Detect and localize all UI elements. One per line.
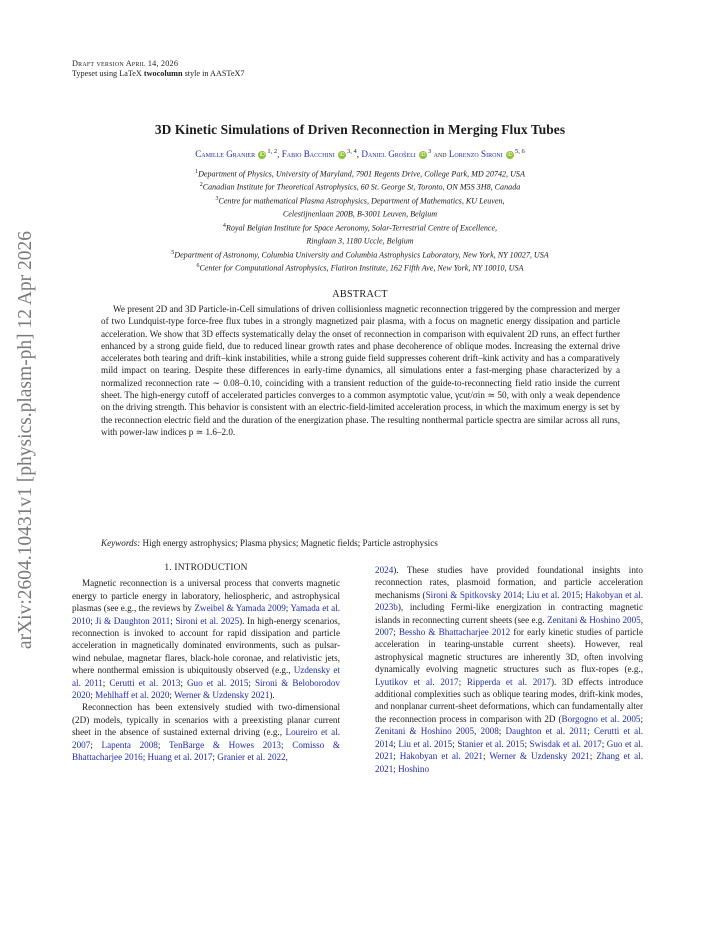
page-header: [72, 59, 245, 79]
arxiv-sidebar: [12, 205, 40, 675]
citation-link[interactable]: Hakobyan et al. 2021: [399, 751, 483, 762]
citation-link[interactable]: Hoshino: [398, 763, 430, 774]
citation-link[interactable]: Borgogno et al. 2005: [561, 713, 641, 724]
affiliation: Celestijnenlaan 200B, B-3001 Leuven, Belgium: [282, 210, 438, 220]
citation-link[interactable]: Swisdak et al. 2017: [529, 738, 602, 749]
affiliation: $^3$Centre for mathematical Plasma Astrophysics, Department of Mathematics, KU Leuven,: [215, 195, 505, 206]
citation-link[interactable]: Granier et al. 2022,: [217, 752, 288, 763]
orcid-icon[interactable]: iD: [259, 152, 265, 159]
citation-link[interactable]: Hakobyan et al. 2023b: [375, 589, 643, 613]
orcid-icon[interactable]: iD: [507, 152, 513, 159]
citation-link[interactable]: Sironi et al. 2025: [175, 615, 240, 626]
affiliations: [60, 167, 660, 275]
keywords-label: Keywords:: [101, 538, 141, 548]
citation-link[interactable]: Cerutti et al. 2014: [375, 726, 644, 749]
citation-link[interactable]: Liu et al. 2015: [398, 738, 453, 749]
paragraph: Reconnection has been extensively studied with two-dimensional (2D) models, typically in scenarios with a preexisting planar current sheet in the absence of sustained external driving (e.g., Loureiro et al. 2007; Lapenta 2008; TenBarge & Howes 2013; Comisso & Bhattacharjee 2016; Huang et al. 2017; Granier et al. 2022,: [72, 702, 341, 763]
section-heading: 1. INTRODUCTION: [164, 563, 248, 573]
citation-link[interactable]: Stanier et al. 2015: [457, 738, 525, 749]
citation-link[interactable]: Guo et al. 2021: [375, 738, 643, 762]
affiliation: $^5$Department of Astronomy, Columbia University and Columbia Astrophysics Laboratory, New York, NY 10027, USA: [171, 249, 549, 260]
author-name[interactable]: Camille Granier: [195, 149, 256, 160]
citation-link[interactable]: 2007: [375, 627, 394, 638]
draft-version: Draft version April 14, 2026: [72, 59, 179, 68]
citation-link[interactable]: Yamada et al. 2010: [72, 603, 341, 626]
affiliation: $^6$Center for Computational Astrophysics, Flatiron Institute, 162 Fifth Ave, New York, NY 10010, USA: [196, 263, 524, 274]
author-name[interactable]: Lorenzo Sironi: [448, 149, 503, 160]
typeset-line: Typeset using LaTeX twocolumn style in AASTeX7: [72, 69, 245, 78]
citation-link[interactable]: Loureiro et al. 2007: [72, 727, 340, 750]
citation-link[interactable]: Ji & Daughton 2011: [95, 615, 171, 626]
affiliation: Ringlaan 3, 1180 Uccle, Belgium: [306, 237, 414, 247]
citation-link[interactable]: 2008: [480, 726, 499, 737]
paragraph: Magnetic reconnection is a universal process that converts magnetic energy to particle energy in laboratory, heliospheric, and astrophysical plasmas (see e.g., the reviews by Zweibel & Yamada 2009; Yamada et al. 2010; Ji & Daughton 2011; Sironi et al. 2025). In high-energy scenarios, reconnection is invoked to account for rapid dissipation and particle acceleration in magnetically dominated environments, such as pulsar-wind nebulae, magnetar flares, black-hole coronae, and relativistic jets, where nonthermal emission is ubiquitously observed (e.g., Uzdensky et al. 2011; Cerutti et al. 2013; Guo et al. 2015; Sironi & Beloborodov 2020; Mehlhaff et al. 2020; Werner & Uzdensky 2021).: [72, 578, 341, 701]
citation-link[interactable]: Lapenta 2008: [101, 739, 158, 750]
arxiv-identifier: arXiv:2604.10431v1 [physics.plasm-ph] 12 Apr 2026: [15, 230, 37, 650]
citation-link[interactable]: Mehlhaff et al. 2020: [95, 690, 170, 701]
paragraph: 2024). These studies have provided foundational insights into reconnection rates, plasmoid formation, and particle acceleration mechanisms (Sironi & Spitkovsky 2014; Liu et al. 2015; Hakobyan et al. 2023b), including Fermi-like energization in contracting magnetic islands in reconnecting current sheets (see e.g. Zenitani & Hoshino 2005, 2007; Bessho & Bhattacharjee 2012 for early kinetic studies of particle acceleration in tearing-unstable current sheets). However, real astrophysical magnetic structures are inherently 3D, often involving dynamically evolving magnetic structures such as flux-ropes (e.g., Lyutikov et al. 2017; Ripperda et al. 2017). 3D effects introduce additional complexities such as oblique tearing modes, drift-kink modes, and nonplanar current-sheet deformations, which can fundamentally alter the reconnection process in comparison with 2D (Borgogno et al. 2005; Zenitani & Hoshino 2005, 2008; Daughton et al. 2011; Cerutti et al. 2014; Liu et al. 2015; Stanier et al. 2015; Swisdak et al. 2017; Guo et al. 2021; Hakobyan et al. 2021; Werner & Uzdensky 2021; Zhang et al. 2021; Hoshino: [375, 565, 644, 774]
citation-link[interactable]: Liu et al. 2015: [526, 589, 581, 600]
citation-link[interactable]: Lyutikov et al. 2017: [375, 676, 459, 687]
author-name[interactable]: Fabio Bacchini: [281, 149, 335, 160]
citation-link[interactable]: Uzdensky et al. 2011: [72, 665, 340, 688]
citation-link[interactable]: Werner & Uzdensky 2021: [174, 690, 270, 701]
citation-link[interactable]: 2024: [375, 565, 394, 575]
citation-link[interactable]: Werner & Uzdensky 2021: [489, 751, 590, 762]
citation-link[interactable]: Zenitani & Hoshino 2005: [375, 726, 475, 737]
citation-link[interactable]: Sironi & Spitkovsky 2014: [425, 589, 522, 600]
citation-link[interactable]: TenBarge & Howes 2013: [168, 739, 281, 750]
citation-link[interactable]: Sironi & Beloborodov 2020: [72, 677, 340, 701]
latex-logo: LaTeX: [119, 69, 142, 78]
author-and: and: [433, 149, 447, 160]
affiliation: $^2$Canadian Institute for Theoretical Astrophysics, 60 St. George St, Toronto, ON M5S 3H8, Canada: [199, 182, 521, 193]
citation-link[interactable]: Cerutti et al. 2013: [109, 677, 181, 688]
citation-link[interactable]: Bessho & Bhattacharjee 2012: [398, 627, 511, 638]
orcid-icon[interactable]: iD: [420, 152, 426, 159]
paper-title: 3D Kinetic Simulations of Driven Reconnection in Merging Flux Tubes: [154, 122, 566, 137]
affiliation: $^1$Department of Physics, University of Maryland, 7901 Regents Drive, College Park, MD 20742, USA: [195, 169, 525, 179]
affiliation: $^4$Royal Belgian Institute for Space Aeronomy, Solar-Terrestrial Centre of Excellence,: [222, 222, 498, 233]
author-list: Camille Granier iD$^{1, 2}$, Fabio Bacchini iD$^{3, 4}$, Daniel Groŝeli $iD^3$ and Lorenzo Sironi iD$^{5, 6}$: [195, 148, 525, 160]
citation-link[interactable]: Huang et al. 2017: [147, 752, 213, 763]
citation-link[interactable]: Comisso & Bhattacharjee 2016: [72, 739, 341, 763]
citation-link[interactable]: Daughton et al. 2011: [505, 726, 588, 737]
left-column: [72, 562, 340, 764]
citation-link[interactable]: Guo et al. 2015: [186, 677, 249, 688]
right-column: [375, 564, 643, 775]
citation-link[interactable]: Zweibel & Yamada 2009: [194, 603, 286, 614]
citation-link[interactable]: Zhang et al. 2021: [375, 751, 643, 774]
orcid-icon[interactable]: iD: [339, 152, 345, 159]
citation-link[interactable]: Ripperda et al. 2017: [466, 676, 551, 687]
abstract-heading: ABSTRACT: [332, 289, 388, 300]
abstract-body: We present 2D and 3D Particle-in-Cell simulations of driven collisionless magnetic reconnection triggered by the compression and merger of two Lundquist-type force-free flux tubes in a strongly magnetized pair plasma, with a focus on magnetic energy dissipation and particle acceleration. We show that 3D effects systematically delay the onset of reconnection in comparison with equivalent 2D runs, an effect further enhanced by a strong guide field, due to reduced linear growth rates and phase decoherence of oblique modes. Increasing the external drive accelerates both tearing and drift–kink instabilities, while a strong guide field suppresses coherent drift–kink activity and has a comparatively mild impact on tearing. Despite these differences in early-time dynamics, all simulations enter a fast-merging phase characterized by a normalized reconnection rate ∼ 0.08–0.10, coinciding with a transient reduction of the guide-to-reconnecting field ratio inside the current sheet. The high-energy cutoff of accelerated particles converges to a common asymptotic value, γcut/σin ≃ 50, with only a weak dependence on the driving strength. This behavior is consistent with an electric-field-limited acceleration process, in which the maximum energy is set by the reconnection electric field and the duration of the energization phase. The resulting nonthermal particle spectra are similar across all runs, with power-law indices p ≃ 1.6–2.0.: [101, 304, 620, 437]
keywords: [101, 538, 620, 548]
citation-link[interactable]: Zenitani & Hoshino 2005: [547, 614, 641, 625]
author-name[interactable]: Daniel Groŝeli: [361, 149, 416, 160]
keywords-list: High energy astrophysics; Plasma physics; Magnetic fields; Particle astrophysics: [140, 538, 438, 548]
